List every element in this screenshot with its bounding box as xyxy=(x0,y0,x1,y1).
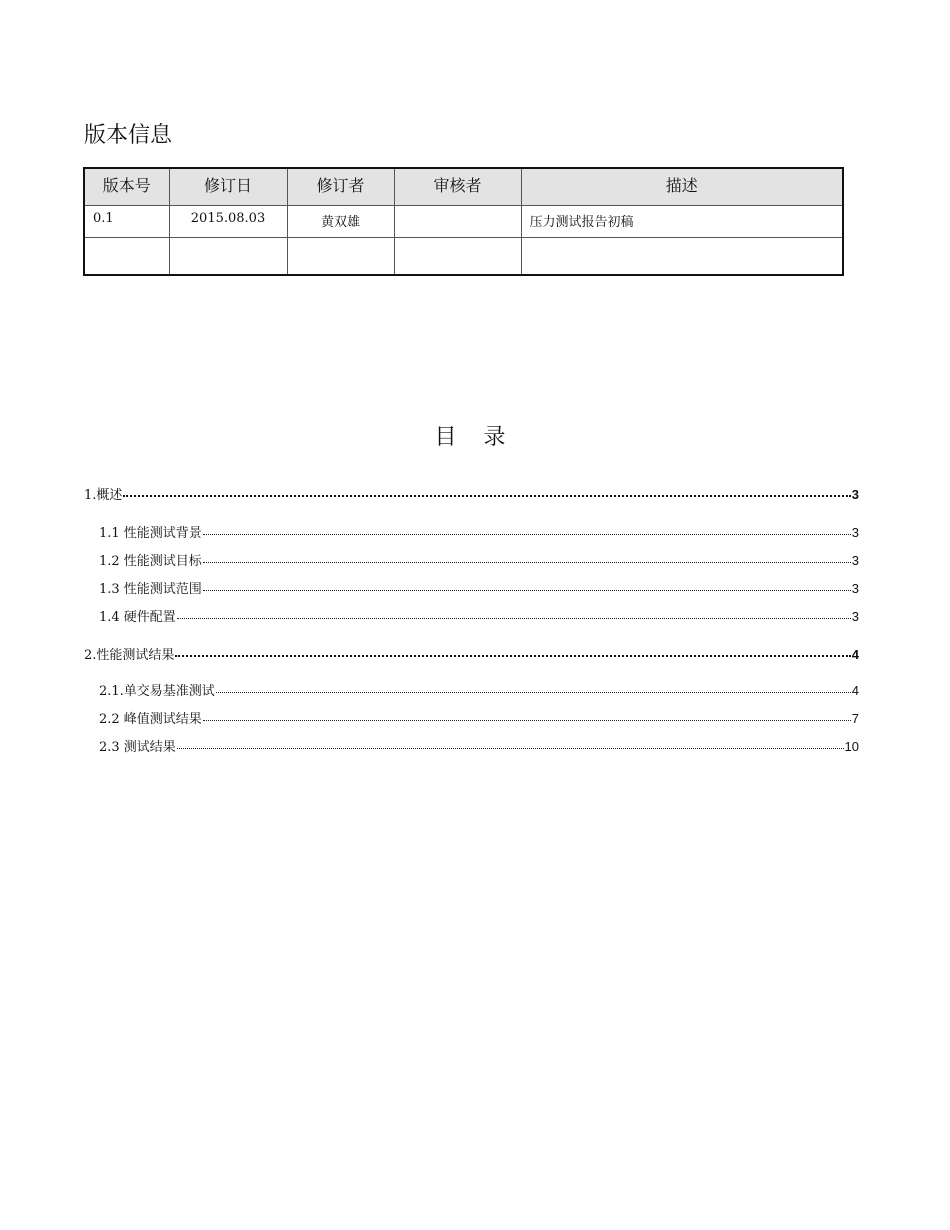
toc-leader xyxy=(203,589,851,591)
toc-page-number: 4 xyxy=(851,683,859,698)
toc-entry-text: 1.4 硬件配置 xyxy=(99,610,176,625)
toc-leader xyxy=(177,747,844,749)
header-version: 版本号 xyxy=(84,168,169,205)
cell-reviewer xyxy=(394,237,521,275)
toc-leader xyxy=(203,533,851,535)
version-table xyxy=(83,167,844,276)
cell-description xyxy=(521,237,843,275)
cell-reviser: 黄双雄 xyxy=(287,205,394,237)
cell-description: 压力测试报告初稿 xyxy=(521,205,843,237)
toc-page-number: 3 xyxy=(851,609,859,624)
table-row xyxy=(84,237,843,275)
header-date: 修订日 xyxy=(169,168,287,205)
toc-entry-hardware-config[interactable] xyxy=(84,606,859,626)
toc-entry-text: 2.性能测试结果 xyxy=(84,648,175,663)
toc-leader xyxy=(175,654,850,657)
toc-entry-test-background[interactable] xyxy=(84,522,859,542)
cell-version xyxy=(84,237,169,275)
version-table-header-row xyxy=(84,168,843,205)
table-of-contents xyxy=(84,484,859,756)
toc-entry-text: 1.3 性能测试范围 xyxy=(99,582,202,597)
toc-page-number: 3 xyxy=(851,525,859,540)
toc-entry-text: 1.概述 xyxy=(84,488,123,503)
toc-heading: 目 录 xyxy=(434,425,516,450)
toc-entry-test-goals[interactable] xyxy=(84,550,859,570)
toc-entry-peak-test[interactable] xyxy=(84,708,859,728)
toc-entry-final-results[interactable] xyxy=(84,736,859,756)
toc-entry-test-results[interactable] xyxy=(84,644,859,664)
cell-reviser xyxy=(287,237,394,275)
toc-entry-baseline-test[interactable] xyxy=(84,680,859,700)
header-description: 描述 xyxy=(521,168,843,205)
toc-page-number: 3 xyxy=(851,487,859,502)
toc-leader xyxy=(203,719,851,721)
cell-version: 0.1 xyxy=(84,205,169,237)
toc-entry-text: 2.2 峰值测试结果 xyxy=(99,712,202,727)
toc-entry-text: 2.1.单交易基准测试 xyxy=(99,684,215,699)
toc-entry-text: 2.3 测试结果 xyxy=(99,740,176,755)
header-reviewer: 审核者 xyxy=(394,168,521,205)
toc-entry-test-scope[interactable] xyxy=(84,578,859,598)
toc-page-number: 3 xyxy=(851,553,859,568)
cell-reviewer xyxy=(394,205,521,237)
toc-leader xyxy=(177,617,851,619)
toc-leader xyxy=(203,561,851,563)
cell-date xyxy=(169,237,287,275)
toc-entry-text: 1.1 性能测试背景 xyxy=(99,526,202,541)
toc-page-number: 3 xyxy=(851,581,859,596)
table-row xyxy=(84,205,843,237)
toc-page-number: 7 xyxy=(851,711,859,726)
toc-page-number: 4 xyxy=(851,647,859,662)
toc-page-number: 10 xyxy=(844,739,859,754)
toc-entry-text: 1.2 性能测试目标 xyxy=(99,554,202,569)
header-reviser: 修订者 xyxy=(287,168,394,205)
cell-date: 2015.08.03 xyxy=(169,205,287,237)
toc-entry-overview[interactable] xyxy=(84,484,859,504)
toc-leader xyxy=(216,691,851,693)
toc-leader xyxy=(123,494,850,497)
version-info-title: 版本信息 xyxy=(84,123,173,148)
